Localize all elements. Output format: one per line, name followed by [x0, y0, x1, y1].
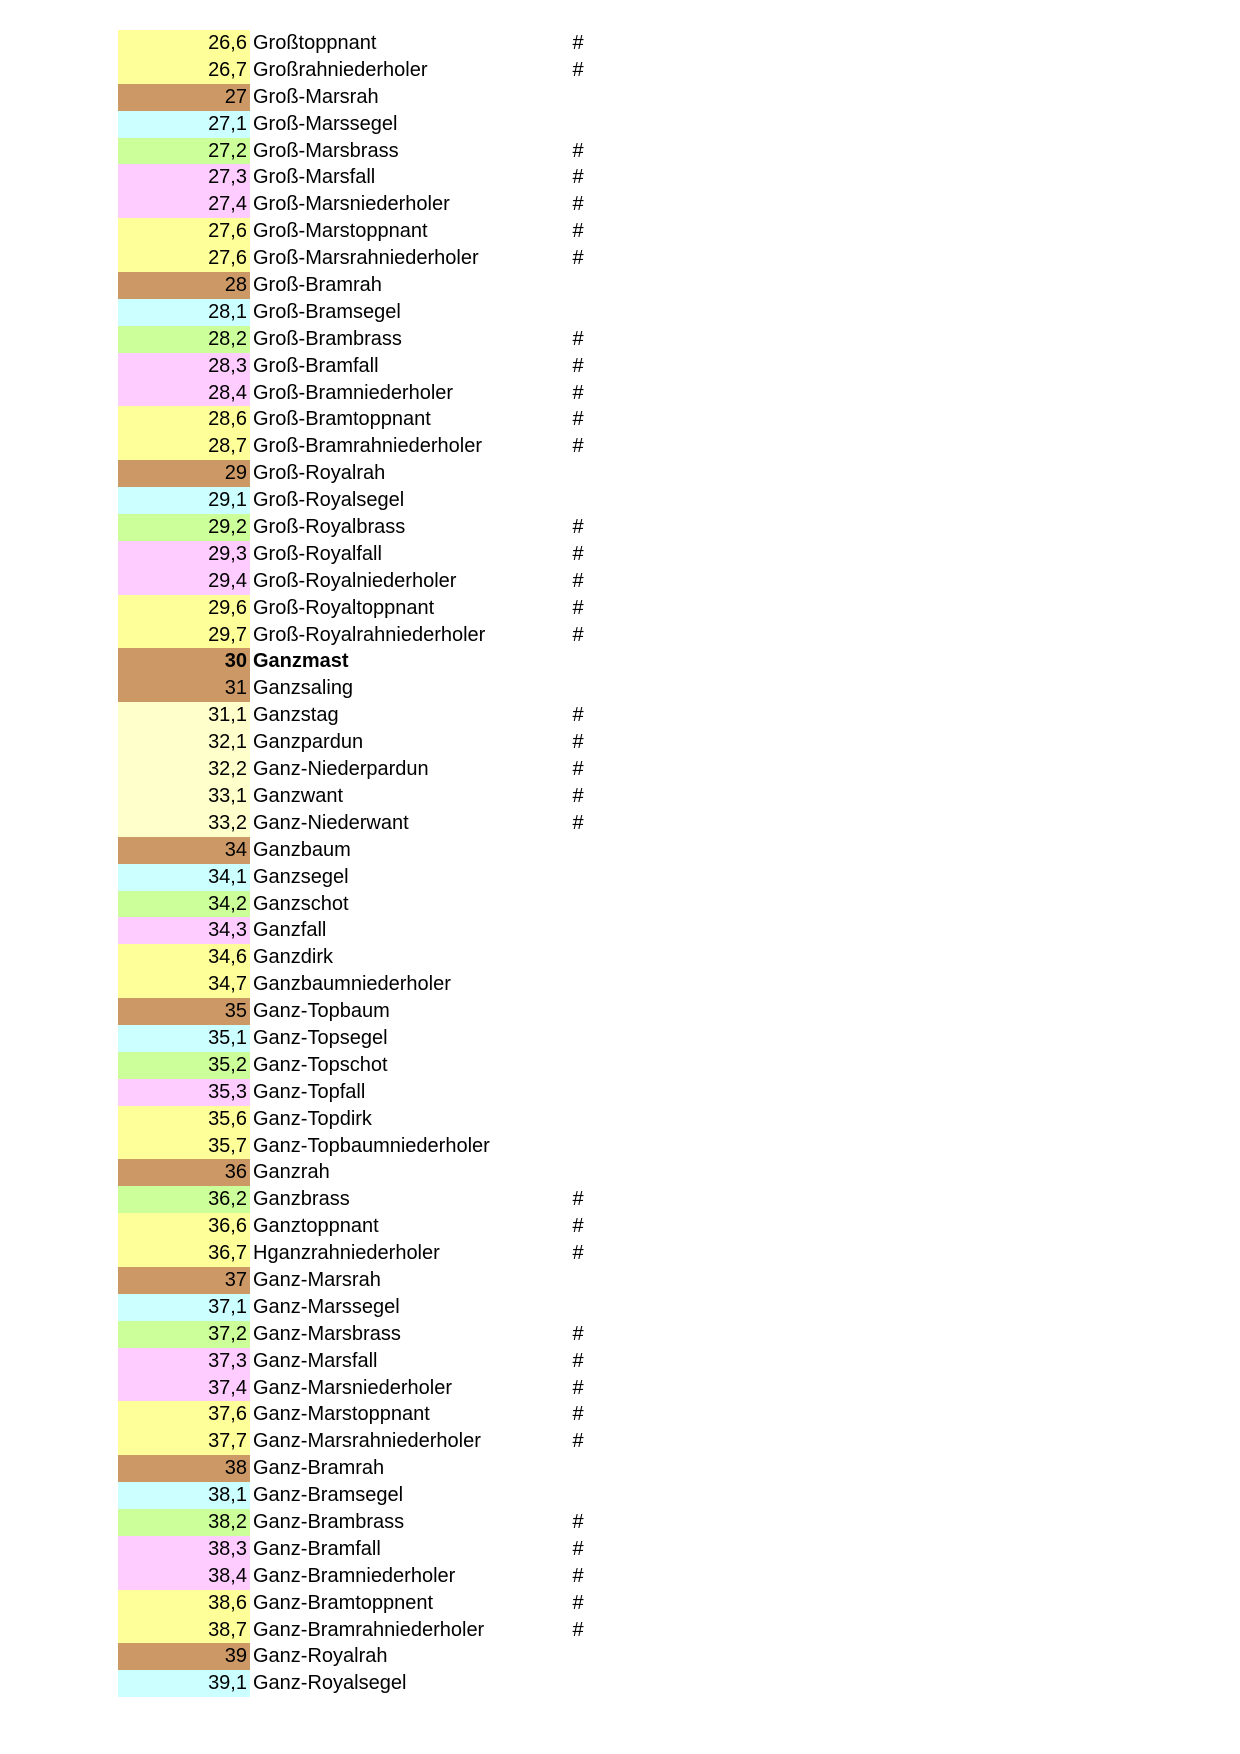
row-number-cell: 34,1 [118, 864, 250, 891]
row-name-cell: Groß-Marsrahniederholer [253, 247, 479, 270]
row-name-cell: Groß-Marsniederholer [253, 193, 450, 216]
table-row [118, 1106, 638, 1133]
row-name-cell: Ganzdirk [253, 946, 334, 969]
row-number-cell: 28,1 [118, 299, 250, 326]
row-name-cell: Groß-Royalrah [253, 462, 386, 485]
row-mark-cell: # [572, 1242, 584, 1265]
row-number-cell: 33,1 [118, 783, 250, 810]
row-name-cell: Ganzsaling [253, 677, 354, 700]
row-mark-cell: # [572, 516, 584, 539]
row-mark-cell: # [572, 1537, 584, 1560]
row-name-cell: Ganz-Marssegel [253, 1295, 400, 1318]
row-name-cell: Groß-Royalrahniederholer [253, 623, 486, 646]
row-name-cell: Ganz-Niederpardun [253, 758, 429, 781]
row-mark-cell: # [572, 139, 584, 162]
table-row [118, 1025, 638, 1052]
row-number-cell: 35,3 [118, 1079, 250, 1106]
row-name-cell: Ganz-Bramtoppnent [253, 1591, 434, 1614]
row-mark-cell: # [572, 193, 584, 216]
table-row [118, 971, 638, 998]
table-row [118, 1617, 638, 1644]
row-mark-cell: # [572, 758, 584, 781]
table-row [118, 891, 638, 918]
table-row [118, 1536, 638, 1563]
row-name-cell: Ganz-Marsrah [253, 1268, 381, 1291]
row-number-cell: 29,7 [118, 622, 250, 649]
table-row [118, 1563, 638, 1590]
row-number-cell: 27,6 [118, 218, 250, 245]
row-number-cell: 26,7 [118, 57, 250, 84]
row-number-cell: 37,6 [118, 1401, 250, 1428]
row-number-cell: 28,7 [118, 433, 250, 460]
row-number-cell: 27,4 [118, 191, 250, 218]
table-row [118, 998, 638, 1025]
row-number-cell: 38 [118, 1455, 250, 1482]
table-row [118, 917, 638, 944]
row-mark-cell: # [572, 623, 584, 646]
row-number-cell: 29,6 [118, 595, 250, 622]
row-name-cell: Ganz-Topschot [253, 1053, 388, 1076]
table-row [118, 1401, 638, 1428]
row-name-cell: Ganz-Topdirk [253, 1107, 372, 1130]
row-number-cell: 32,2 [118, 756, 250, 783]
table-row [118, 944, 638, 971]
row-number-cell: 36 [118, 1159, 250, 1186]
row-number-cell: 29,1 [118, 487, 250, 514]
row-number-cell: 37,7 [118, 1428, 250, 1455]
row-number-cell: 37,1 [118, 1294, 250, 1321]
table-row [118, 1159, 638, 1186]
table-row [118, 191, 638, 218]
row-number-cell: 34 [118, 837, 250, 864]
row-name-cell: Ganz-Royalsegel [253, 1672, 407, 1695]
row-mark-cell: # [572, 731, 584, 754]
row-name-cell: Ganz-Bramfall [253, 1537, 381, 1560]
row-name-cell: Groß-Marsfall [253, 166, 376, 189]
row-name-cell: Ganzfall [253, 919, 327, 942]
row-mark-cell: # [572, 1403, 584, 1426]
row-number-cell: 35,1 [118, 1025, 250, 1052]
row-name-cell: Ganz-Topbaumniederholer [253, 1134, 490, 1157]
row-name-cell: Groß-Royalsegel [253, 489, 405, 512]
row-mark-cell: # [572, 1349, 584, 1372]
row-mark-cell: # [572, 596, 584, 619]
row-number-cell: 29,4 [118, 568, 250, 595]
row-name-cell: Ganz-Topfall [253, 1080, 366, 1103]
row-number-cell: 34,3 [118, 917, 250, 944]
table-row [118, 84, 638, 111]
row-name-cell: Groß-Bramsegel [253, 300, 401, 323]
table-row [118, 299, 638, 326]
row-mark-cell: # [572, 784, 584, 807]
row-name-cell: Ganzbrass [253, 1188, 350, 1211]
row-number-cell: 35,6 [118, 1106, 250, 1133]
table-row [118, 541, 638, 568]
row-name-cell: Groß-Royaltoppnant [253, 596, 435, 619]
table-row [118, 702, 638, 729]
row-name-cell: Ganztoppnant [253, 1215, 379, 1238]
row-number-cell: 27,1 [118, 111, 250, 138]
table-row [118, 1321, 638, 1348]
row-number-cell: 38,6 [118, 1590, 250, 1617]
table-row [118, 57, 638, 84]
row-name-cell: Groß-Marstoppnant [253, 220, 428, 243]
row-number-cell: 34,7 [118, 971, 250, 998]
row-name-cell: Ganzrah [253, 1161, 330, 1184]
row-number-cell: 28,4 [118, 380, 250, 407]
table-row [118, 218, 638, 245]
table-row [118, 245, 638, 272]
row-mark-cell: # [572, 1591, 584, 1614]
row-number-cell: 37 [118, 1267, 250, 1294]
row-number-cell: 31 [118, 675, 250, 702]
table-row [118, 1428, 638, 1455]
row-number-cell: 27 [118, 84, 250, 111]
table-row [118, 406, 638, 433]
row-mark-cell: # [572, 327, 584, 350]
table-row [118, 1186, 638, 1213]
table-row [118, 460, 638, 487]
row-number-cell: 30 [118, 648, 250, 675]
table-row [118, 648, 638, 675]
row-mark-cell: # [572, 569, 584, 592]
row-name-cell: Groß-Royalfall [253, 542, 382, 565]
row-mark-cell: # [572, 1322, 584, 1345]
row-number-cell: 36,6 [118, 1213, 250, 1240]
row-number-cell: 38,7 [118, 1617, 250, 1644]
row-number-cell: 37,4 [118, 1375, 250, 1402]
row-number-cell: 35 [118, 998, 250, 1025]
row-name-cell: Großtoppnant [253, 32, 377, 54]
row-name-cell: Groß-Marsrah [253, 85, 379, 108]
row-mark-cell: # [572, 704, 584, 727]
row-number-cell: 32,1 [118, 729, 250, 756]
row-name-cell: Ganz-Marstoppnant [253, 1403, 430, 1426]
row-number-cell: 28,3 [118, 353, 250, 380]
row-name-cell: Ganz-Marsrahniederholer [253, 1430, 481, 1453]
table-row [118, 272, 638, 299]
row-mark-cell: # [572, 811, 584, 834]
row-name-cell: Groß-Royalbrass [253, 516, 406, 539]
table-row [118, 1294, 638, 1321]
row-mark-cell: # [572, 1376, 584, 1399]
table-row [118, 1052, 638, 1079]
row-name-cell: Ganzpardun [253, 731, 364, 754]
row-number-cell: 35,2 [118, 1052, 250, 1079]
table-row [118, 675, 638, 702]
table-row [118, 138, 638, 165]
row-name-cell: Ganzbaum [253, 838, 351, 861]
row-mark-cell: # [572, 1564, 584, 1587]
row-number-cell: 38,3 [118, 1536, 250, 1563]
table-row [118, 622, 638, 649]
row-name-cell: Ganz-Royalrah [253, 1645, 388, 1668]
row-name-cell: Groß-Bramrah [253, 274, 382, 297]
table-row [118, 1643, 638, 1670]
table-row [118, 756, 638, 783]
table-row [118, 568, 638, 595]
row-name-cell: Ganz-Brambrass [253, 1510, 405, 1533]
row-name-cell: Groß-Bramniederholer [253, 381, 454, 404]
row-name-cell: Ganzstag [253, 704, 339, 727]
table-row [118, 1590, 638, 1617]
row-number-cell: 29 [118, 460, 250, 487]
rigging-list [118, 30, 638, 1697]
row-number-cell: 38,1 [118, 1482, 250, 1509]
table-row [118, 1509, 638, 1536]
row-number-cell: 28 [118, 272, 250, 299]
row-mark-cell: # [572, 166, 584, 189]
row-number-cell: 36,7 [118, 1240, 250, 1267]
row-name-cell: Ganzbaumniederholer [253, 973, 451, 996]
table-row [118, 1375, 638, 1402]
row-name-cell: Ganz-Marsbrass [253, 1322, 401, 1345]
row-mark-cell: # [572, 32, 584, 54]
row-number-cell: 38,4 [118, 1563, 250, 1590]
table-row [118, 1213, 638, 1240]
row-number-cell: 37,3 [118, 1348, 250, 1375]
table-row [118, 729, 638, 756]
row-number-cell: 27,2 [118, 138, 250, 165]
row-number-cell: 39 [118, 1643, 250, 1670]
table-row [118, 30, 638, 57]
table-row [118, 864, 638, 891]
table-row [118, 164, 638, 191]
table-row [118, 380, 638, 407]
table-row [118, 783, 638, 810]
row-mark-cell: # [572, 1215, 584, 1238]
table-row [118, 1482, 638, 1509]
row-name-cell: Groß-Marssegel [253, 112, 398, 135]
row-name-cell: Ganz-Niederwant [253, 811, 409, 834]
table-row [118, 326, 638, 353]
table-row [118, 595, 638, 622]
row-name-cell: Groß-Bramfall [253, 354, 379, 377]
row-name-cell: Ganzmast [253, 650, 349, 673]
row-number-cell: 34,2 [118, 891, 250, 918]
row-name-cell: Ganz-Marsfall [253, 1349, 378, 1372]
row-number-cell: 31,1 [118, 702, 250, 729]
table-row [118, 111, 638, 138]
row-name-cell: Ganzwant [253, 784, 344, 807]
row-number-cell: 26,6 [118, 30, 250, 57]
row-number-cell: 38,2 [118, 1509, 250, 1536]
row-name-cell: Groß-Marsbrass [253, 139, 399, 162]
row-number-cell: 29,2 [118, 514, 250, 541]
row-mark-cell: # [572, 435, 584, 458]
table-row [118, 1348, 638, 1375]
row-name-cell: Ganzschot [253, 892, 349, 915]
row-number-cell: 39,1 [118, 1670, 250, 1697]
row-number-cell: 36,2 [118, 1186, 250, 1213]
table-row [118, 1267, 638, 1294]
row-mark-cell: # [572, 1430, 584, 1453]
row-name-cell: Groß-Brambrass [253, 327, 402, 350]
row-number-cell: 35,7 [118, 1133, 250, 1160]
table-row [118, 1079, 638, 1106]
row-name-cell: Ganzsegel [253, 865, 349, 888]
row-mark-cell: # [572, 1510, 584, 1533]
row-name-cell: Großrahniederholer [253, 58, 428, 81]
table-row [118, 1670, 638, 1697]
row-name-cell: Hganzrahniederholer [253, 1242, 440, 1265]
row-name-cell: Ganz-Topbaum [253, 1000, 390, 1023]
row-number-cell: 29,3 [118, 541, 250, 568]
row-name-cell: Ganz-Marsniederholer [253, 1376, 452, 1399]
table-row [118, 1240, 638, 1267]
row-mark-cell: # [572, 220, 584, 243]
row-name-cell: Groß-Bramtoppnant [253, 408, 431, 431]
table-row [118, 837, 638, 864]
row-mark-cell: # [572, 58, 584, 81]
row-name-cell: Groß-Bramrahniederholer [253, 435, 482, 458]
row-number-cell: 27,6 [118, 245, 250, 272]
table-row [118, 1455, 638, 1482]
table-row [118, 810, 638, 837]
row-mark-cell: # [572, 247, 584, 270]
row-name-cell: Ganz-Bramniederholer [253, 1564, 456, 1587]
table-row [118, 1133, 638, 1160]
row-mark-cell: # [572, 1618, 584, 1641]
table-row [118, 433, 638, 460]
table-row [118, 353, 638, 380]
row-mark-cell: # [572, 1188, 584, 1211]
row-mark-cell: # [572, 354, 584, 377]
row-number-cell: 37,2 [118, 1321, 250, 1348]
row-name-cell: Ganz-Bramrah [253, 1457, 385, 1480]
row-name-cell: Groß-Royalniederholer [253, 569, 457, 592]
row-name-cell: Ganz-Bramsegel [253, 1484, 404, 1507]
table-row [118, 487, 638, 514]
table-row [118, 514, 638, 541]
row-number-cell: 27,3 [118, 164, 250, 191]
row-mark-cell: # [572, 542, 584, 565]
row-number-cell: 28,2 [118, 326, 250, 353]
row-number-cell: 28,6 [118, 406, 250, 433]
row-name-cell: Ganz-Bramrahniederholer [253, 1618, 485, 1641]
row-mark-cell: # [572, 381, 584, 404]
row-name-cell: Ganz-Topsegel [253, 1026, 388, 1049]
row-number-cell: 34,6 [118, 944, 250, 971]
row-mark-cell: # [572, 408, 584, 431]
row-number-cell: 33,2 [118, 810, 250, 837]
